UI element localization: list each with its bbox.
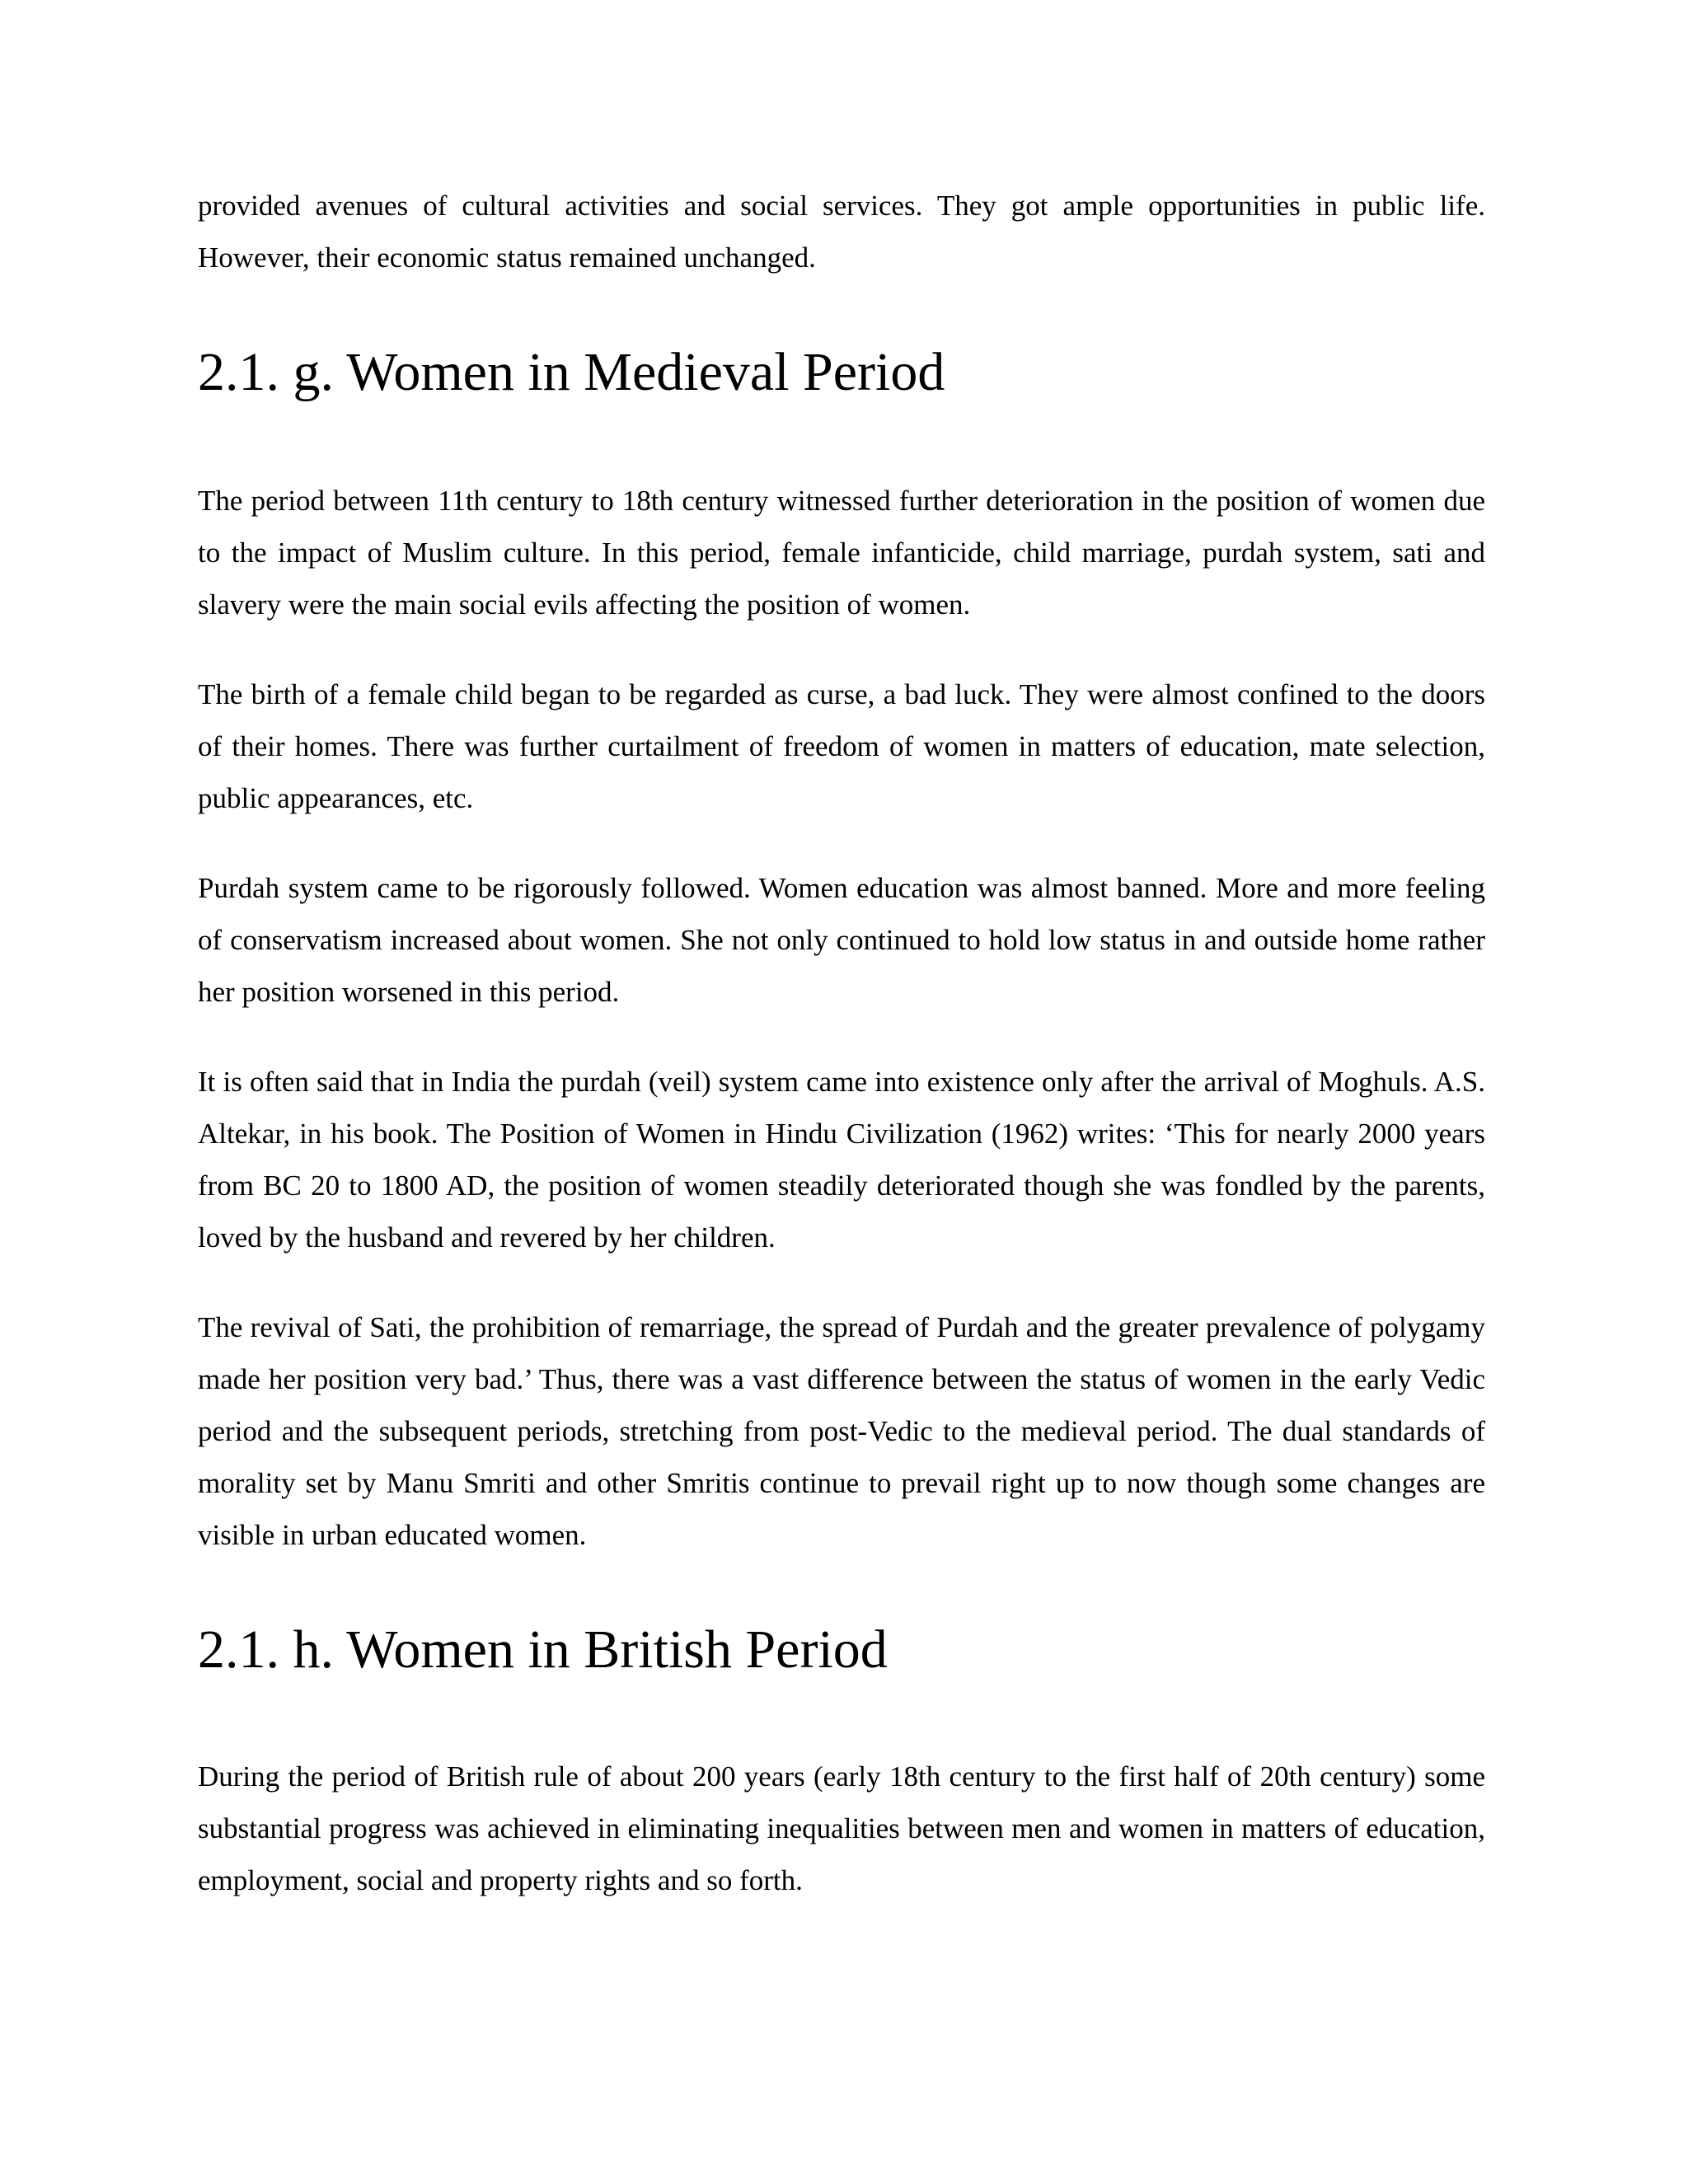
medieval-paragraph-5: The revival of Sati, the prohibition of remarriage, the spread of Purdah and the greater prevalence of polygamy made her position very bad.’ Thus, there was a vast difference between the status of women in the early Vedic period and the subsequent periods, stretching from post-Vedic to the medieval period. The dual standards of morality set by Manu Smriti and other Smritis continue to prevail right up to now though some changes are visible in urban educated women.	[198, 1311, 1485, 1551]
section-heading-medieval: 2.1. g. Women in Medieval Period	[198, 342, 945, 402]
medieval-paragraph-2: The birth of a female child began to be regarded as curse, a bad luck. They were almost confined to the doors of their homes. There was further curtailment of freedom of women in matters of education, mate selection, public appearances, etc.	[198, 678, 1485, 814]
medieval-paragraph-3: Purdah system came to be rigorously followed. Women education was almost banned. More and more feeling of conservatism increased about women. She not only continued to hold low status in and outside home rather her position worsened in this period.	[198, 872, 1485, 1008]
document-page	[198, 180, 1485, 1944]
intro-paragraph: provided avenues of cultural activities and social services. They got ample opportunities in public life. However, their economic status remained unchanged.	[198, 190, 1485, 274]
medieval-paragraph-1: The period between 11th century to 18th century witnessed further deterioration in the position of women due to the impact of Muslim culture. In this period, female infanticide, child marriage, purdah system, sati and slavery were the main social evils affecting the position of women.	[198, 485, 1485, 621]
british-paragraph-1: During the period of British rule of about 200 years (early 18th century to the first half of 20th century) some substantial progress was achieved in eliminating inequalities between men and women in matters of education, employment, social and property rights and so forth.	[198, 1760, 1485, 1896]
medieval-paragraph-4: It is often said that in India the purdah (veil) system came into existence only after the arrival of Moghuls. A.S. Altekar, in his book. The Position of Women in Hindu Civilization (1962) writes: ‘This for nearly 2000 years from BC 20 to 1800 AD, the position of women steadily deteriorated though she was fondled by the parents, loved by the husband and revered by her children.	[198, 1066, 1485, 1254]
section-heading-british: 2.1. h. Women in British Period	[198, 1619, 888, 1680]
